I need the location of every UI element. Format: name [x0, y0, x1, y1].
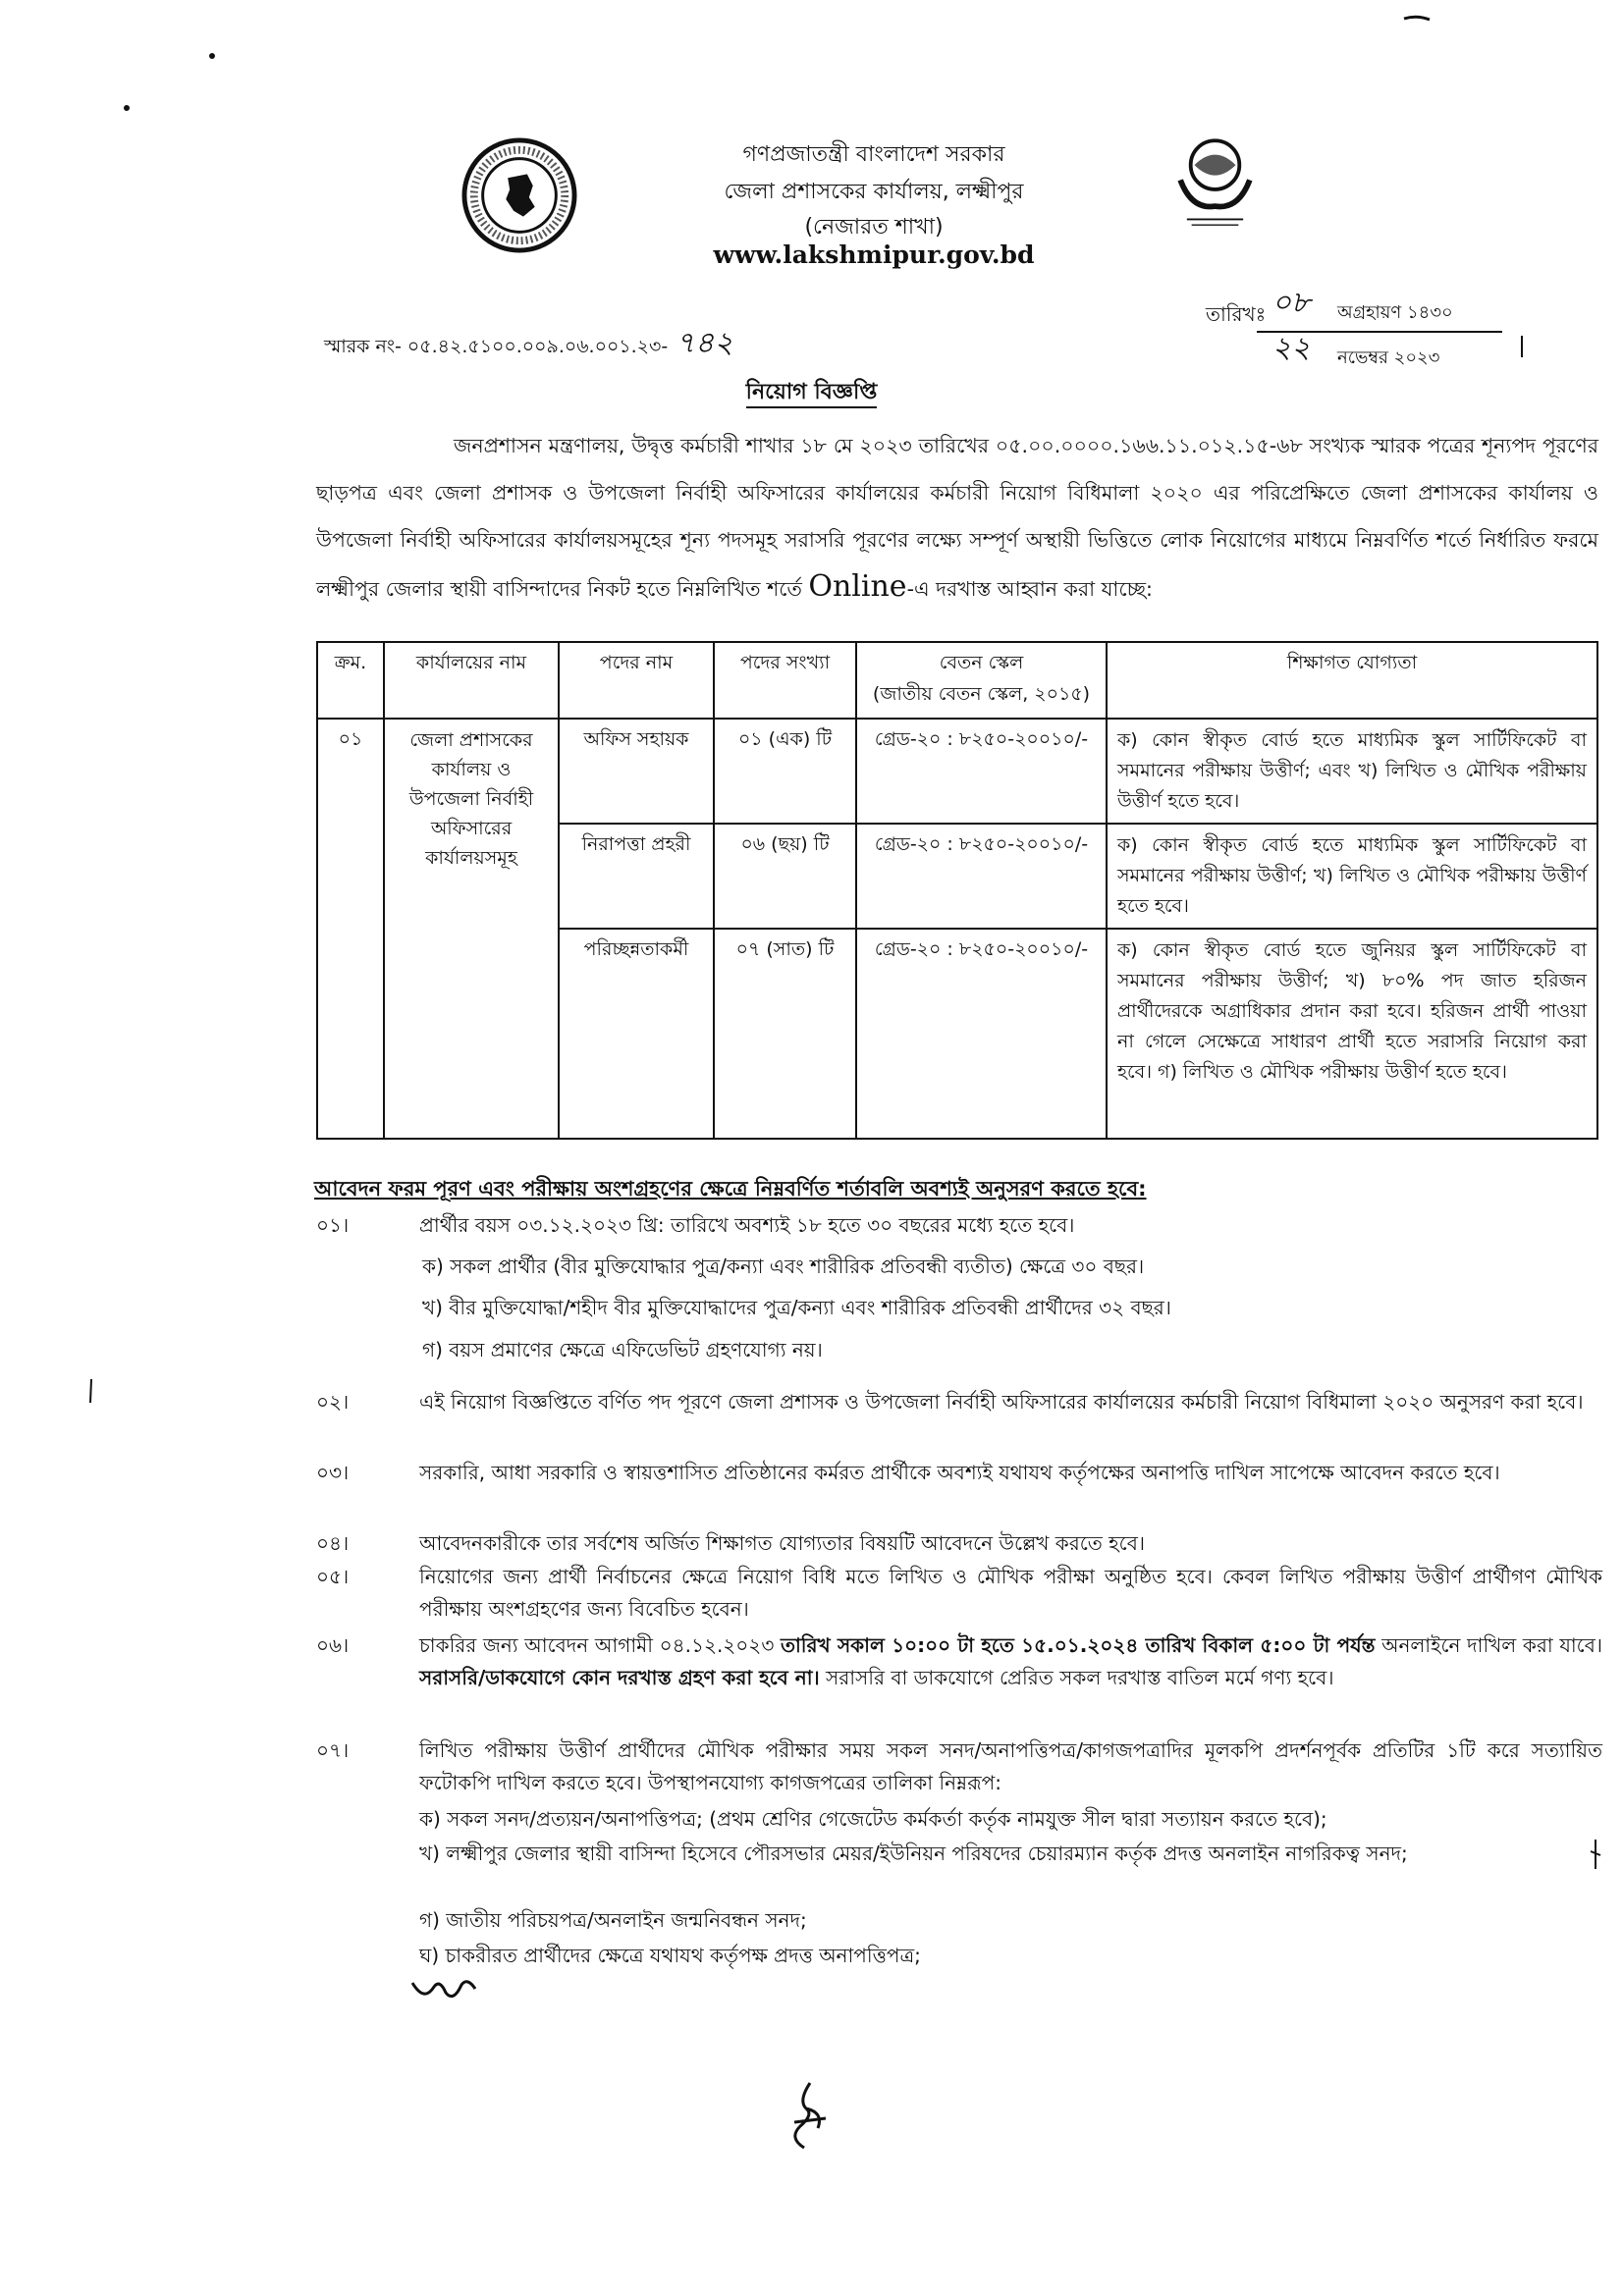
condition-07-a: ক) সকল সনদ/প্রত্যয়ন/অনাপত্তিপত্র; (প্রথম শ্রেণির গেজেটেড কর্মকর্তা কর্তৃক নামযুক্ত সীল দ্বারা সত্যায়ন করতে হবে);: [419, 1807, 1327, 1831]
memo-label: স্মারক নং- ০৫.৪২.৫১০০.০০৯.০৬.০০১.২৩-: [324, 336, 669, 357]
intro-paragraph: জনপ্রশাসন মন্ত্রণালয়, উদ্বৃত্ত কর্মচারী শাখার ১৮ মে ২০২৩ তারিখের ০৫.০০.০০০০.১৬৬.১১.০১২.১৫-৬৮ সংখ্যক স্মারক পত্রের শূন্যপদ পূরণের ছাড়পত্র এবং জেলা প্রশাসক ও উপজেলা নির্বাহী অফিসারের কার্যালয়ের কর্মচারী নিয়োগ বিধিমালা ২০২০ এর পরিপ্রেক্ষিতে জেলা প্রশাসকের কার্যালয় ও উপজেলা নির্বাহী অফিসারের কার্যালয়সমূহের শূন্য পদসমূহ সরাসরি পূরণের লক্ষ্যে সম্পূর্ণ অস্থায়ী ভিত্তিতে লোক নিয়োগের মাধ্যমে নিম্নবর্ণিত শর্তে নির্ধারিত ফরমে লক্ষ্মীপুর জেলার স্থায়ী বাসিন্দাদের নিকট হতে নিম্নলিখিত শর্তে Online-এ দরখাস্ত আহ্বান করা যাচ্ছে:: [316, 434, 1598, 604]
header-office: কার্যালয়ের নাম: [384, 642, 559, 719]
condition-07: ০৭। লিখিত পরীক্ষায় উত্তীর্ণ প্রার্থীদের মৌখিক পরীক্ষার সময় সকল সনদ/অনাপত্তিপত্র/কাগজপত্রাদির মূলকপি প্রদর্শনপূর্বক প্রতিটির ১টি করে সত্যায়িত ফটোকপি দাখিল করতে হবে। উপস্থাপনযোগ্য কাগজপত্রের তালিকা নিম্নরূপ:: [316, 1738, 1602, 1794]
scan-speck: [1402, 14, 1432, 24]
header-count: পদের সংখ্যা: [714, 642, 856, 719]
english-month-year: নভেম্বর ২০২৩: [1337, 347, 1440, 368]
conditions-heading: আবেদন ফরম পূরণ এবং পরীক্ষায় অংশগ্রহণের ক্ষেত্রে নিম্নবর্ণিত শর্তাবলি অবশ্যই অনুসরণ করতে হবে:: [314, 1177, 1147, 1201]
scan-speck: [208, 52, 216, 60]
condition-07-d: ঘ) চাকরীরত প্রার্থীদের ক্ষেত্রে যথাযথ কর্তৃপক্ষ প্রদত্ত অনাপত্তিপত্র;: [419, 1944, 921, 1967]
scan-speck: [122, 103, 132, 113]
header-qualification: শিক্ষাগত যোগ্যতা: [1107, 642, 1597, 719]
count-cell: ০৬ (ছয়) টি: [714, 824, 856, 929]
section-title: (নেজারত শাখা): [804, 215, 944, 240]
handwritten-initials: [410, 1975, 479, 2004]
post-cell: পরিচ্ছন্নতাকর্মী: [559, 929, 714, 1139]
vacancy-table: [316, 641, 1598, 1140]
condition-07-b: খ) লক্ষ্মীপুর জেলার স্থায়ী বাসিন্দা হিসেবে পৌরসভার মেয়র/ইউনিয়ন পরিষদের চেয়ারম্যান কর্তৃক প্রদত্ত অনলাইন নাগরিকত্ব সনদ;: [419, 1842, 1408, 1865]
post-cell: অফিস সহায়ক: [559, 719, 714, 824]
condition-04: ০৪। আবেদনকারীকে তার সর্বশেষ অর্জিত শিক্ষাগত যোগ্যতার বিষয়টি আবেদনে উল্লেখ করতে হবে।: [316, 1531, 1145, 1555]
condition-01-b: খ) বীর মুক্তিযোদ্ধা/শহীদ বীর মুক্তিযোদ্ধাদের পুত্র/কন্যা এবং শারীরিক প্রতিবন্ধী প্রার্থীদের ৩২ বছর।: [422, 1296, 1171, 1319]
serial-cell: ০১: [317, 719, 384, 1139]
qualification-cell: ক) কোন স্বীকৃত বোর্ড হতে মাধ্যমিক স্কুল সার্টিফিকেট বা সমমানের পরীক্ষায় উত্তীর্ণ; এবং খ) লিখিত ও মৌখিক পরীক্ষায় উত্তীর্ণ হতে হবে।: [1107, 719, 1597, 824]
condition-01-a: ক) সকল প্রার্থীর (বীর মুক্তিযোদ্ধার পুত্র/কন্যা এবং শারীরিক প্রতিবন্ধী ব্যতীত) ক্ষেত্রে ৩০ বছর।: [422, 1255, 1145, 1278]
scale-cell: গ্রেড-২০ : ৮২৫০-২০০১০/-: [856, 824, 1107, 929]
bangla-day: ০৮: [1271, 286, 1311, 320]
date-label: তারিখঃ: [1206, 302, 1267, 326]
table-row: [317, 719, 1597, 824]
header-serial: ক্রম.: [317, 642, 384, 719]
memo-number: [324, 319, 733, 369]
condition-01-c: গ) বয়স প্রমাণের ক্ষেত্রে এফিডেভিট গ্রহণযোগ্য নয়।: [422, 1338, 823, 1362]
government-seal-logo: [461, 137, 577, 253]
office-title: জেলা প্রশাসকের কার্যালয়, লক্ষ্মীপুর: [724, 180, 1024, 204]
scale-cell: গ্রেড-২০ : ৮২৫০-২০০১০/-: [856, 719, 1107, 824]
qualification-cell: ক) কোন স্বীকৃত বোর্ড হতে জুনিয়র স্কুল সার্টিফিকেট বা সমমানের পরীক্ষায় উত্তীর্ণ; খ) ৮০% পদ জাত হরিজন প্রার্থীদেরকে অগ্রাধিকার প্রদান করা হবে। হরিজন প্রার্থী পাওয়া না গেলে সেক্ষেত্রে সাধারণ প্রার্থী হতে সরাসরি নিয়োগ করা হবে। গ) লিখিত ও মৌখিক পরীক্ষায় উত্তীর্ণ হতে হবে।: [1107, 929, 1597, 1139]
count-cell: ০১ (এক) টি: [714, 719, 856, 824]
date-block: [1257, 286, 1522, 374]
vertical-mark: [1521, 336, 1523, 357]
scan-speck: [1589, 1840, 1602, 1869]
condition-number: ০১।: [316, 1213, 350, 1237]
office-cell: জেলা প্রশাসকের কার্যালয় ও উপজেলা নির্বাহী অফিসারের কার্যালয়সমূহ: [384, 719, 559, 1139]
condition-06: ০৬। চাকরির জন্য আবেদন আগামী ০৪.১২.২০২৩ তারিখ সকাল ১০:০০ টা হতে ১৫.০১.২০২৪ তারিখ বিকাল ৫:০০ টা পর্যন্ত অনলাইনে দাখিল করা যাবে। সরাসরি/ডাকযোগে কোন দরখাস্ত গ্রহণ করা হবে না। সরাসরি বা ডাকযোগে প্রেরিত সকল দরখাস্ত বাতিল মর্মে গণ্য হবে।: [316, 1633, 1602, 1689]
scale-cell: গ্রেড-২০ : ৮২৫০-২০০১০/-: [856, 929, 1107, 1139]
notice-title: নিয়োগ বিজ্ঞপ্তি: [0, 375, 1623, 411]
condition-01: ০১। প্রার্থীর বয়স ০৩.১২.২০২৩ খ্রি: তারিখে অবশ্যই ১৮ হতে ৩০ বছরের মধ্যে হতে হবে।: [316, 1209, 1602, 1242]
condition-07-c: গ) জাতীয় পরিচয়পত্র/অনলাইন জন্মনিবন্ধন সনদ;: [419, 1908, 807, 1932]
government-title: গণপ্রজাতন্ত্রী বাংলাদেশ সরকার: [742, 142, 1005, 167]
condition-02: ০২। এই নিয়োগ বিজ্ঞপ্তিতে বর্ণিত পদ পূরণে জেলা প্রশাসক ও উপজেলা নির্বাহী অফিসারের কার্যালয়ের কর্মচারী নিয়োগ বিধিমালা ২০২০ অনুসরণ করা হবে।: [316, 1390, 1584, 1414]
post-cell: নিরাপত্তা প্রহরী: [559, 824, 714, 929]
signature: [781, 2079, 835, 2153]
qualification-cell: ক) কোন স্বীকৃত বোর্ড হতে মাধ্যমিক স্কুল সার্টিফিকেট বা সমমানের পরীক্ষায় উত্তীর্ণ; খ) লিখিত ও মৌখিক পরীক্ষায় উত্তীর্ণ হতে হবে।: [1107, 824, 1597, 929]
condition-03: ০৩। সরকারি, আধা সরকারি ও স্বায়ত্তশাসিত প্রতিষ্ঠানের কর্মরত প্রার্থীকে অবশ্যই যথাযথ কর্তৃপক্ষের অনাপত্তি দাখিল সাপেক্ষে আবেদন করতে হবে।: [316, 1461, 1500, 1484]
memo-handwritten-number: ৭৪২: [676, 326, 733, 360]
online-word: Online: [808, 569, 907, 604]
header-post: পদের নাম: [559, 642, 714, 719]
digital-bangladesh-logo: [1163, 126, 1267, 229]
website: www.lakshmipur.gov.bd: [713, 240, 1035, 269]
bangla-month-year: অগ্রহায়ণ ১৪৩০: [1337, 302, 1453, 323]
header-scale: বেতন স্কেল (জাতীয় বেতন স্কেল, ২০১৫): [856, 642, 1107, 719]
count-cell: ০৭ (সাত) টি: [714, 929, 856, 1139]
english-day: ২২: [1271, 331, 1311, 365]
scan-speck: [88, 1379, 94, 1403]
condition-05: ০৫। নিয়োগের জন্য প্রার্থী নির্বাচনের ক্ষেত্রে নিয়োগ বিধি মতে লিখিত ও মৌখিক পরীক্ষা অনুষ্ঠিত হবে। কেবল লিখিত পরীক্ষায় উত্তীর্ণ প্রার্থীগণ মৌখিক পরীক্ষায় অংশগ্রহণের জন্য বিবেচিত হবেন।: [316, 1565, 1602, 1621]
